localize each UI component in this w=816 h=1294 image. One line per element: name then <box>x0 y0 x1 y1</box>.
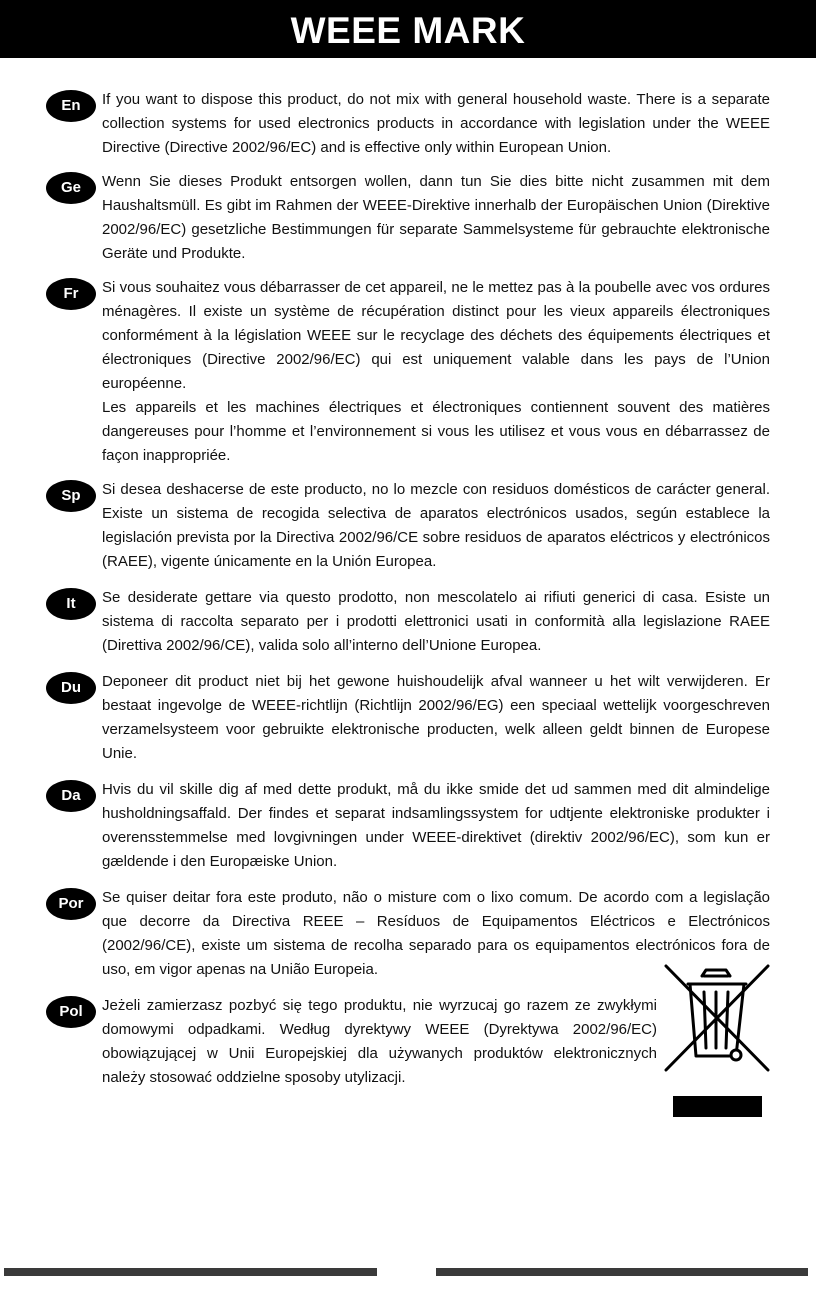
language-badge-en: En <box>46 90 96 122</box>
footer-rule-left <box>4 1268 377 1276</box>
section-text-it: Se desiderate gettare via questo prodotto, non mescolatelo ai rifiuti generici di casa. Esiste un sistema di raccolta separato per i prodotti elettronici usati in conformità alla legislazione RAEE (Direttiva 2002/96/CE), valida solo all’interno dell’Unione Europea. <box>102 589 770 654</box>
marking-bar <box>673 1096 762 1117</box>
section-text-pol: Jeżeli zamierzasz pozbyć się tego produktu, nie wyrzucaj go razem ze zwykłymi domowymi odpadkami. Według dyrektywy WEEE (Dyrektywa 2002/96/EC) obowiązującej w Unii Europejskiej dla używanych produktów elektronicznych należy stosować oddzielne sposoby utylizacji. <box>102 997 657 1086</box>
section-text-en: If you want to dispose this product, do not mix with general household waste. There is a separate collection systems for used electronics products in accordance with legislation under the WEEE Directive (Directive 2002/96/EC) and is effective only within European Union. <box>102 91 770 156</box>
section-text-fr-2: Les appareils et les machines électriques et électroniques contiennent souvent des matières dangereuses pour l’homme et l’environnement si vous les utilisez et vous vous en débarrassez de façon inappropriée. <box>102 399 770 464</box>
page-header <box>0 0 816 58</box>
language-badge-pol: Pol <box>46 996 96 1028</box>
page-title: WEEE MARK <box>290 10 526 51</box>
section-text-por: Se quiser deitar fora este produto, não o misture com o lixo comum. De acordo com a legislação que decorre da Directiva REEE – Resíduos de Equipamentos Eléctricos e Electrónicos (2002/96/CE), existe um sistema de recolha separado para os equipamentos electrónicos fora de uso, em vigor apenas na União Europeia. <box>102 889 770 978</box>
language-badge-ge: Ge <box>46 172 96 204</box>
language-badge-it: It <box>46 588 96 620</box>
section-text-du: Deponeer dit product niet bij het gewone huishoudelijk afval wanneer u het wilt verwijderen. Er bestaat ingevolge de WEEE-richtlijn (Richtlijn 2002/96/EG) een speciaal wettelijk voorgeschreven verzamelsysteem voor gebruikte elektronische producten, welk alleen geldt binnen de Europese Unie. <box>102 673 770 762</box>
footer-rule-right <box>436 1268 808 1276</box>
section-text-ge: Wenn Sie dieses Produkt entsorgen wollen, dann tun Sie dies bitte nicht zusammen mit dem Haushaltsmüll. Es gibt im Rahmen der WEEE-Direktive innerhalb der Europäischen Union (Direktive 2002/96/EC) gesetzliche Bestimmungen für separate Sammelsysteme für gebrauchte elektronische Geräte und Produkte. <box>102 173 770 262</box>
section-text-da: Hvis du vil skille dig af med dette produkt, må du ikke smide det ud sammen med dit almindelige husholdningsaffald. Der findes et separat indsamlingssystem for udtjente elektroniske produkter i overensstemmelse med lovgivningen under WEEE-direktivet (direktiv 2002/96/EC), som kun er gældende i den Europæiske Union. <box>102 781 770 870</box>
crossed-out-wheelie-bin-icon <box>662 962 772 1076</box>
language-badge-sp: Sp <box>46 480 96 512</box>
language-badge-fr: Fr <box>46 278 96 310</box>
language-badge-du: Du <box>46 672 96 704</box>
section-text-sp: Si desea deshacerse de este producto, no lo mezcle con residuos domésticos de carácter general. Existe un sistema de recogida selectiva de aparatos electrónicos usados, según establece la legislación prevista por la Directiva 2002/96/CE sobre residuos de aparatos eléctricos y electrónicos (RAEE), vigente únicamente en la Unión Europea. <box>102 481 770 570</box>
language-badge-por: Por <box>46 888 96 920</box>
language-badge-da: Da <box>46 780 96 812</box>
section-text-fr: Si vous souhaitez vous débarrasser de cet appareil, ne le mettez pas à la poubelle avec vos ordures ménagères. Il existe un système de récupération distinct pour les vieux appareils électroniques conformément à la législation WEEE sur le recyclage des déchets des équipements électriques et électroniques (Directive 2002/96/EC) qui est uniquement valable dans les pays de l’Union européenne. <box>102 279 770 392</box>
